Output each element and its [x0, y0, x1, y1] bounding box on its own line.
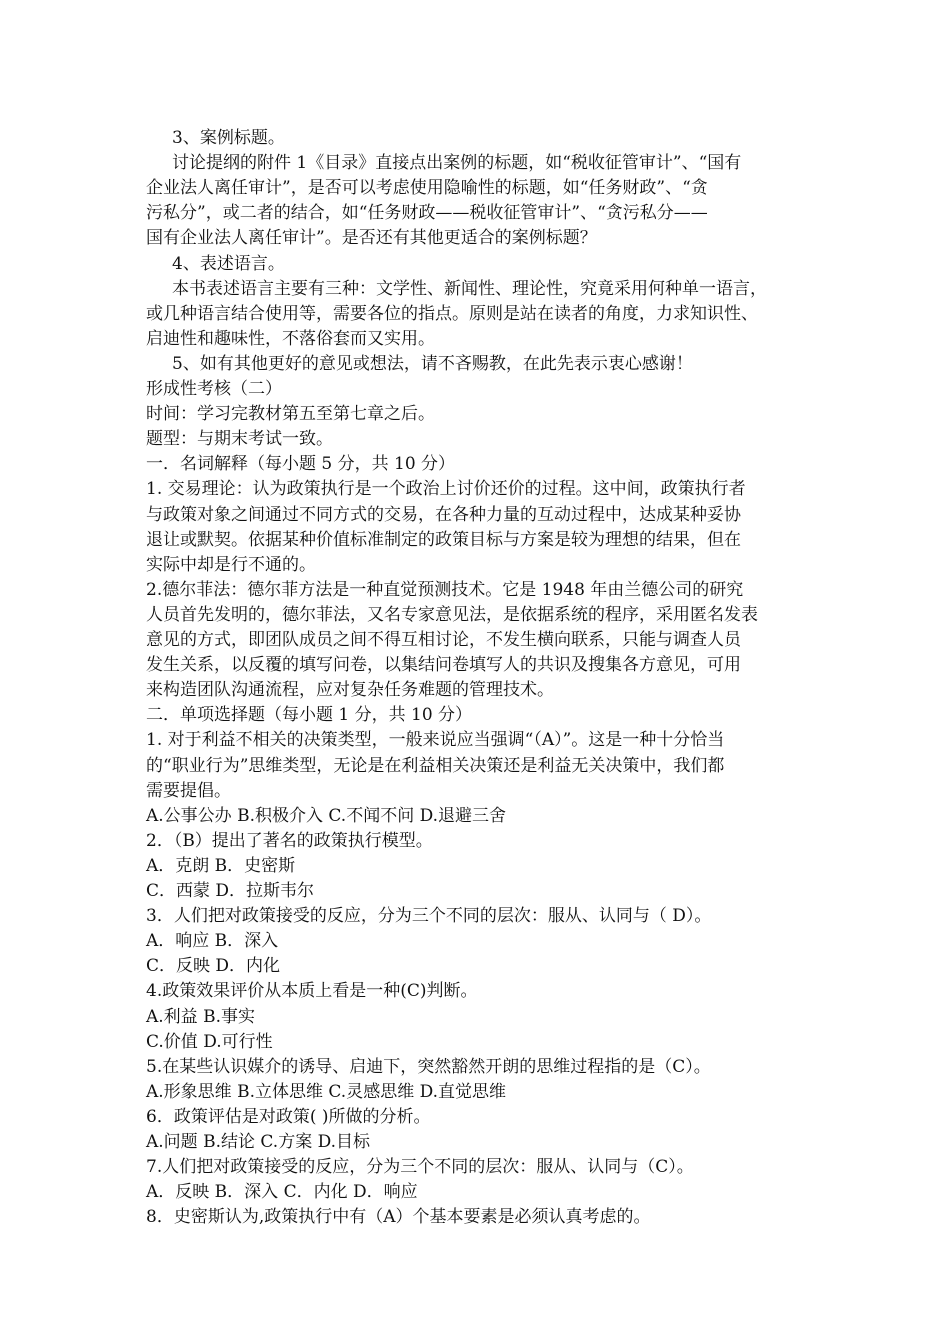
text-line: 8．史密斯认为,政策执行中有（A）个基本要素是必须认真考虑的。 [146, 1207, 651, 1228]
text-line: 3、案例标题。 [172, 128, 285, 148]
text-line: A.形象思维 B.立体思维 C.灵感思维 D.直觉思维 [146, 1081, 507, 1102]
text-line: 3．人们把对政策接受的反应，分为三个不同的层次：服从、认同与（ D）。 [146, 906, 712, 927]
text-line: 国有企业法人离任审计”。是否还有其他更适合的案例标题？ [146, 228, 597, 249]
text-line: 需要提倡。 [146, 780, 231, 801]
text-line: 意见的方式，即团队成员之间不得互相讨论，不发生横向联系，只能与调查人员 [146, 630, 741, 650]
text-line: 时间：学习完教材第五至第七章之后。 [146, 404, 435, 425]
text-line: 发生关系，以反覆的填写问卷，以集结问卷填写人的共识及搜集各方意见，可用 [146, 655, 741, 676]
text-line: A.利益 B.事实 [146, 1006, 255, 1027]
text-line: 6．政策评估是对政策( )所做的分析。 [146, 1106, 431, 1127]
text-line: 或几种语言结合使用等，需要各位的指点。原则是站在读者的角度，力求知识性、 [146, 303, 758, 324]
text-line: 的“职业行为”思维类型，无论是在利益相关决策还是利益无关决策中，我们都 [146, 755, 725, 776]
text-line: 本书表述语言主要有三种：文学性、新闻性、理论性，究竟采用何种单一语言， [172, 278, 767, 299]
text-line: C.价值 D.可行性 [146, 1031, 273, 1052]
text-line: 一．名词解释（每小题 5 分，共 10 分） [146, 454, 456, 475]
text-line: 企业法人离任审计”，是否可以考虑使用隐喻性的标题，如“任务财政”、“贪 [146, 178, 708, 199]
text-line: 5、如有其他更好的意见或想法，请不吝赐教，在此先表示衷心感谢！ [172, 353, 693, 374]
text-line: 来构造团队沟通流程，应对复杂任务难题的管理技术。 [146, 680, 554, 701]
text-line: 1. 对于利益不相关的决策类型，一般来说应当强调“（A）”。这是一种十分恰当 [146, 730, 725, 751]
text-line: 题型：与期末考试一致。 [146, 429, 333, 450]
text-line: A.问题 B.结论 C.方案 D.目标 [146, 1132, 371, 1152]
text-line: 形成性考核（二） [146, 379, 282, 399]
text-line: 实际中却是行不通的。 [146, 554, 316, 575]
text-line: 2．（B）提出了著名的政策执行模型。 [146, 830, 433, 851]
text-line: 5.在某些认识媒介的诱导、启迪下，突然豁然开朗的思维过程指的是（C）。 [146, 1056, 711, 1077]
text-line: 1. 交易理论：认为政策执行是一个政治上讨价还价的过程。这中间，政策执行者 [146, 479, 746, 500]
text-line: 人员首先发明的，德尔菲法，又名专家意见法，是依据系统的程序，采用匿名发表 [146, 604, 758, 625]
text-line: 4.政策效果评价从本质上看是一种(C)判断。 [146, 981, 478, 1002]
text-line: C．反映 D．内化 [146, 956, 281, 977]
text-line: 7.人们把对政策接受的反应，分为三个不同的层次：服从、认同与（C）。 [146, 1157, 694, 1178]
text-line: 退让或默契。依据某种价值标准制定的政策目标与方案是较为理想的结果，但在 [146, 529, 741, 550]
text-line: 2.德尔菲法：德尔菲方法是一种直觉预测技术。它是 1948 年由兰德公司的研究 [146, 579, 744, 600]
text-line: 二．单项选择题（每小题 1 分，共 10 分） [146, 705, 473, 726]
text-line: A.公事公办 B.积极介入 C.不闻不问 D.退避三舍 [146, 805, 507, 826]
text-line: 启迪性和趣味性，不落俗套而又实用。 [146, 328, 435, 349]
text-line: 4、表述语言。 [172, 253, 285, 274]
text-line: A．克朗 B．史密斯 [146, 855, 296, 876]
text-line: 与政策对象之间通过不同方式的交易，在各种力量的互动过程中，达成某种妥协 [146, 504, 741, 525]
text-line: 讨论提纲的附件 1《目录》直接点出案例的标题，如“税收征管审计”、“国有 [172, 153, 742, 174]
text-line: C．西蒙 D．拉斯韦尔 [146, 881, 315, 901]
text-line: A．响应 B．深入 [146, 931, 279, 952]
text-line: 污私分”，或二者的结合，如“任务财政——税收征管审计”、“贪污私分—— [146, 203, 708, 224]
text-line: A．反映 B．深入 C．内化 D．响应 [146, 1182, 418, 1203]
